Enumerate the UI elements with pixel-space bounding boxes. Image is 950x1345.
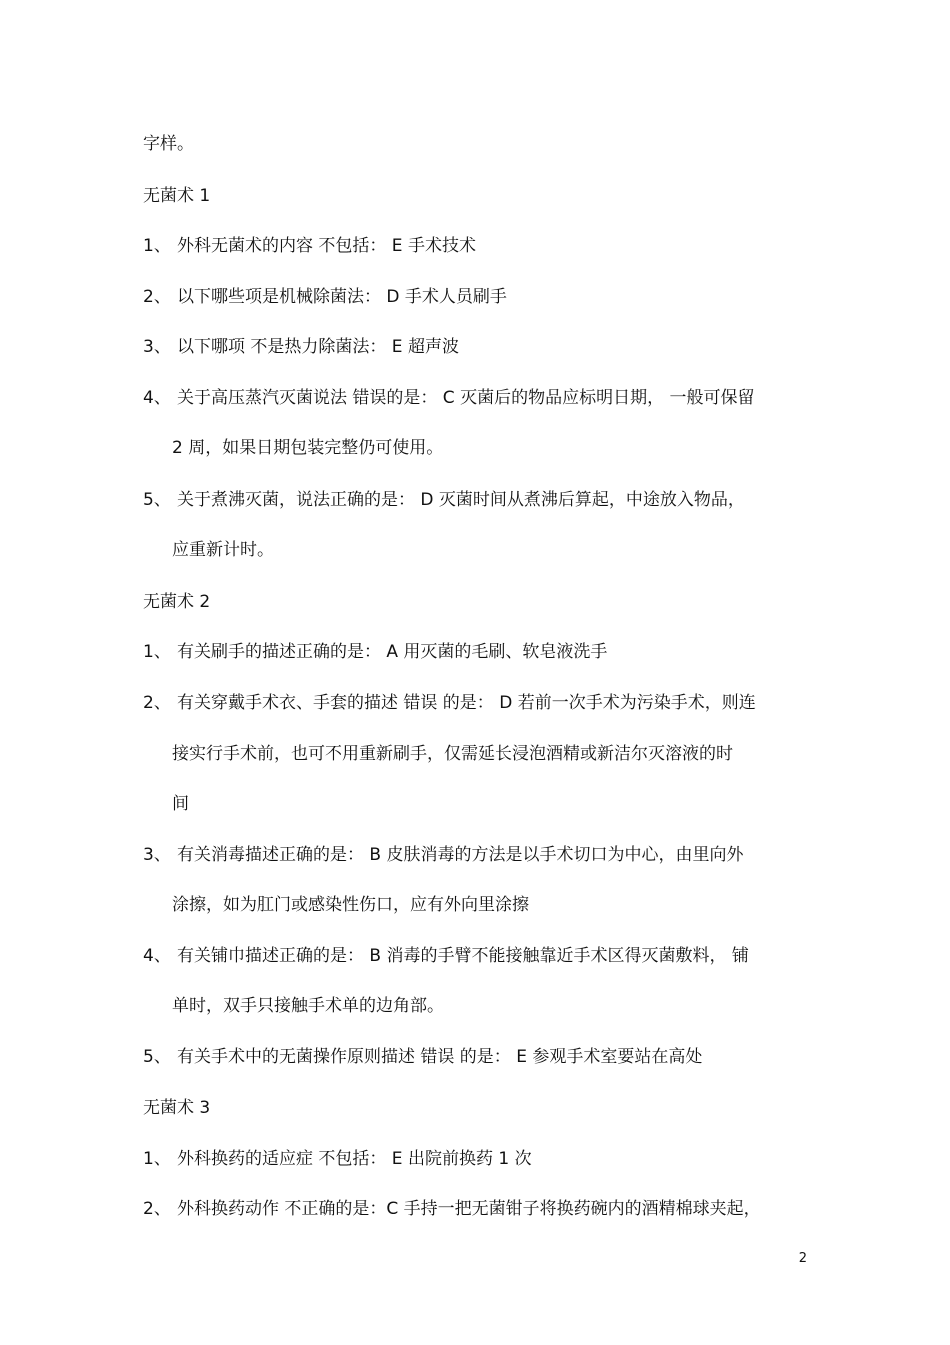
question-number: 4、: [143, 388, 171, 408]
question-number: 1、: [143, 642, 171, 662]
question-3-2: [143, 1198, 761, 1220]
question-3-1: [143, 1148, 532, 1170]
question-1-4: [143, 387, 754, 409]
question-text: 有关手术中的无菌操作原则描述 错误 的是： E 参观手术室要站在高处: [177, 1047, 703, 1067]
question-2-2: [143, 692, 756, 714]
question-2-2-continued: 接实行手术前，也可不用重新刷手，仅需延长浸泡酒精或新洁尔灭溶液的时: [172, 744, 733, 764]
question-2-3-continued: 涂擦，如为肛门或感染性伤口，应有外向里涂擦: [172, 895, 529, 915]
question-text: 以下哪些项是机械除菌法： D 手术人员刷手: [177, 287, 507, 307]
question-number: 4、: [143, 946, 171, 966]
question-1-3: [143, 336, 459, 358]
question-2-2-continued: 间: [172, 794, 189, 814]
question-number: 2、: [143, 1199, 171, 1219]
question-text: 关于高压蒸汽灭菌说法 错误的是： C 灭菌后的物品应标明日期， 一般可保留: [177, 388, 755, 408]
section-heading-1: 无菌术 1: [143, 186, 211, 206]
question-text: 外科换药动作 不正确的是：C 手持一把无菌钳子将换药碗内的酒精棉球夹起，: [177, 1199, 761, 1219]
text-line: 字样。: [143, 134, 194, 154]
question-2-3: [143, 844, 743, 866]
question-text: 有关消毒描述正确的是： B 皮肤消毒的方法是以手术切口为中心，由里向外: [177, 845, 744, 865]
page-number: 2: [798, 1251, 807, 1266]
question-number: 2、: [143, 693, 171, 713]
question-text: 有关穿戴手术衣、手套的描述 错误 的是： D 若前一次手术为污染手术，则连: [177, 693, 756, 713]
question-text: 关于煮沸灭菌，说法正确的是： D 灭菌时间从煮沸后算起，中途放入物品，: [177, 490, 745, 510]
question-text: 以下哪项 不是热力除菌法： E 超声波: [177, 337, 459, 357]
question-number: 3、: [143, 337, 171, 357]
question-number: 1、: [143, 1149, 171, 1169]
question-text: 有关铺巾描述正确的是： B 消毒的手臂不能接触靠近手术区得灭菌敷料， 铺: [177, 946, 749, 966]
question-text: 有关刷手的描述正确的是： A 用灭菌的毛刷、软皂液洗手: [177, 642, 608, 662]
question-1-5: [143, 489, 745, 511]
section-heading-2: 无菌术 2: [143, 592, 211, 612]
question-text: 外科换药的适应症 不包括： E 出院前换药 1 次: [177, 1149, 532, 1169]
question-1-5-continued: 应重新计时。: [172, 540, 274, 560]
question-2-5: [143, 1046, 702, 1068]
section-heading-3: 无菌术 3: [143, 1098, 211, 1118]
question-text: 外科无菌术的内容 不包括： E 手术技术: [177, 236, 476, 256]
question-2-4-continued: 单时，双手只接触手术单的边角部。: [172, 996, 444, 1016]
question-number: 5、: [143, 490, 171, 510]
question-number: 2、: [143, 287, 171, 307]
question-1-2: [143, 286, 507, 308]
question-number: 5、: [143, 1047, 171, 1067]
question-number: 1、: [143, 236, 171, 256]
question-2-4: [143, 945, 749, 967]
question-number: 3、: [143, 845, 171, 865]
question-1-1: [143, 235, 476, 257]
question-2-1: [143, 641, 607, 663]
question-1-4-continued: 2 周，如果日期包装完整仍可使用。: [172, 438, 444, 458]
